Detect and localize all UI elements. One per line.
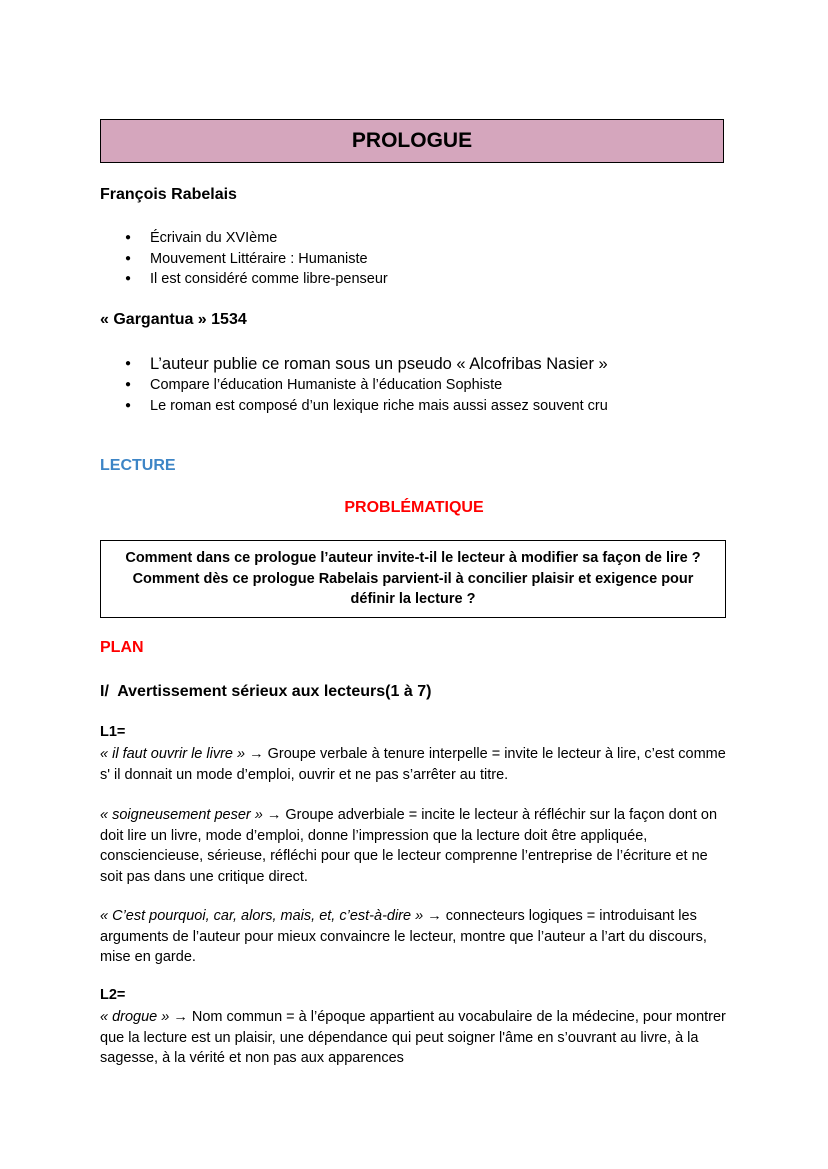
- quote: « soigneusement peser »: [100, 807, 263, 823]
- quote: « il faut ouvrir le livre »: [100, 746, 246, 762]
- list-item: ● Mouvement Littéraire : Humaniste: [100, 249, 740, 270]
- plan-heading: PLAN: [100, 639, 144, 656]
- l1-paragraph-2: [100, 805, 730, 887]
- l1-label: L1=: [100, 724, 126, 740]
- analysis-text: → Nom commun = à l’époque appartient au vocabulaire de la médecine, pour montrer que la lecture est un plaisir, une dépendance qui peut soigner l'âme en s’ouvrant au livre, à la sagesse, à la vérité et non pas aux apparences: [100, 1009, 726, 1066]
- author-heading: François Rabelais: [100, 186, 237, 203]
- l1-paragraph-3: [100, 906, 730, 968]
- problematique-question-1: Comment dans ce prologue l’auteur invite-t-il le lecteur à modifier sa façon de lire ?: [125, 550, 701, 566]
- quote: « drogue »: [100, 1009, 170, 1025]
- section-heading: I/ Avertissement sérieux aux lecteurs(1 à 7): [100, 683, 432, 700]
- problematique-box: [100, 540, 726, 618]
- list-item: ● Il est considéré comme libre-penseur: [100, 269, 740, 290]
- problematique-question-2: Comment dès ce prologue Rabelais parvient-il à concilier plaisir et exigence pour définir la lecture ?: [132, 570, 694, 607]
- list-item: ● L’auteur publie ce roman sous un pseudo « Alcofribas Nasier »: [100, 353, 760, 375]
- l2-paragraph-1: [100, 1007, 730, 1069]
- analysis-text: → Groupe verbale à tenure interpelle = invite le lecteur à lire, c’est comme s' il donnait un mode d’emploi, ouvrir et ne pas s’arrêter au titre.: [100, 746, 726, 783]
- l2-label: L2=: [100, 987, 126, 1003]
- analysis-text: → Groupe adverbiale = incite le lecteur à réfléchir sur la façon dont on doit lire un livre, mode d’emploi, donne l’impression que la lecture doit être appliquée, consciencieuse, sérieuse, réfléchi pour que le lecteur comprenne l’entreprise de l’écriture et ne soit pas dans une critique direct.: [100, 807, 718, 885]
- page-title: [100, 119, 724, 163]
- lecture-heading: LECTURE: [100, 457, 176, 474]
- l1-paragraph-1: [100, 744, 730, 785]
- author-bullet-list: [100, 228, 740, 290]
- list-item: ● Compare l’éducation Humaniste à l’éducation Sophiste: [100, 375, 760, 396]
- work-bullet-list: [100, 353, 760, 416]
- quote: « C’est pourquoi, car, alors, mais, et, c’est-à-dire »: [100, 908, 424, 924]
- work-heading: « Gargantua » 1534: [100, 311, 247, 328]
- list-item: ● Écrivain du XVIème: [100, 228, 740, 249]
- problematique-heading: PROBLÉMATIQUE: [344, 499, 484, 516]
- analysis-text: → connecteurs logiques = introduisant les arguments de l’auteur pour mieux convaincre le lecteur, montre que l’auteur a l’art du discours, mise en garde.: [100, 908, 707, 965]
- list-item: ● Le roman est composé d’un lexique riche mais aussi assez souvent cru: [100, 396, 760, 417]
- page-title-text: PROLOGUE: [351, 129, 473, 152]
